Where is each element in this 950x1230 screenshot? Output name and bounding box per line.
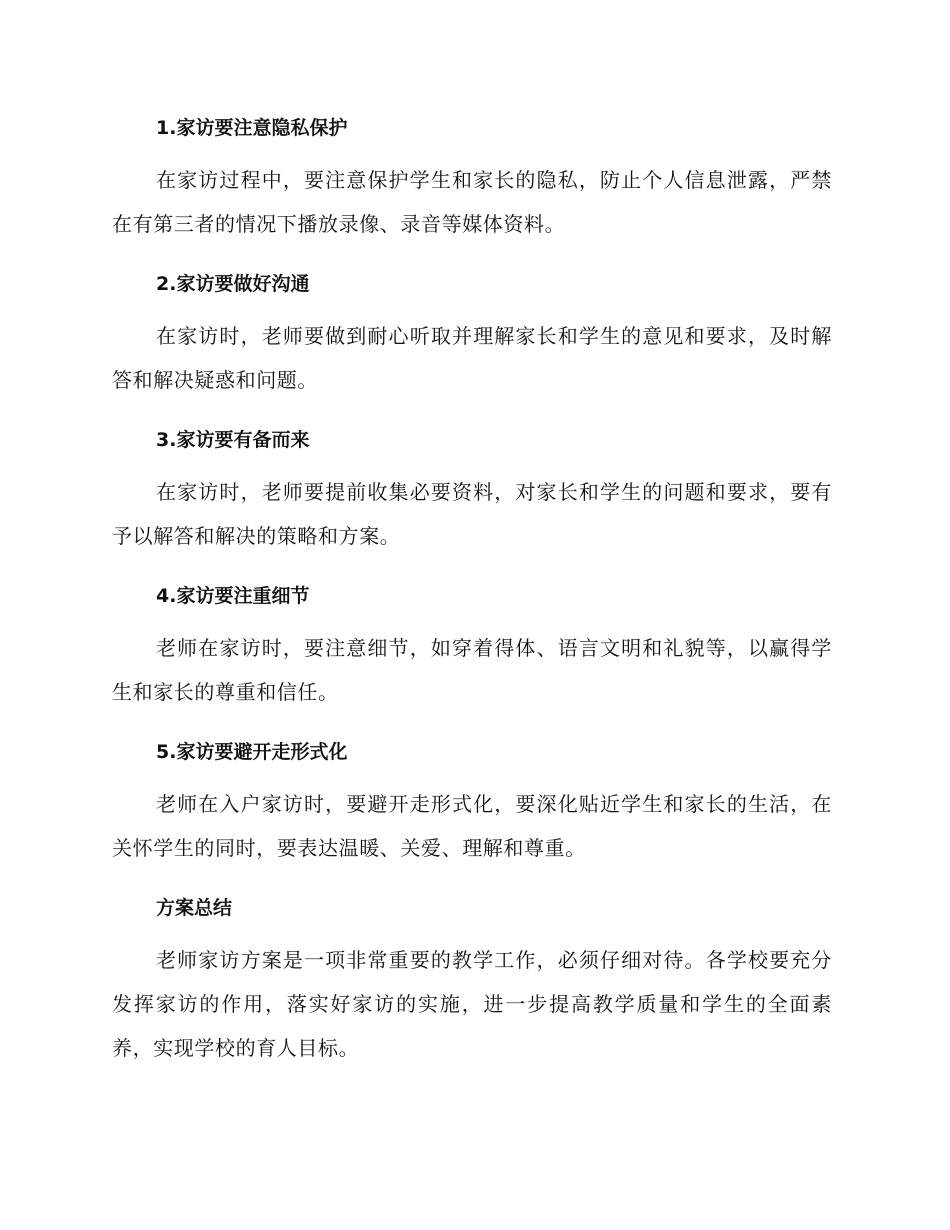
- section-heading-details: 4.家访要注重细节: [156, 585, 310, 607]
- section-heading-communication: 2.家访要做好沟通: [156, 273, 310, 295]
- section-heading-formalism: 5.家访要避开走形式化: [156, 741, 348, 763]
- section-paragraph-details: 老师在家访时，要注意细节，如穿着得体、语言文明和礼貌等，以赢得学生和家长的尊重和信任。: [112, 636, 832, 704]
- document-body: [112, 108, 832, 1088]
- section-paragraph-summary: 老师家访方案是一项非常重要的教学工作，必须仔细对待。各学校要充分发挥家访的作用，落实好家访的实施，进一步提高教学质量和学生的全面素养，实现学校的育人目标。: [112, 948, 832, 1060]
- section-paragraph-preparation: 在家访时，老师要提前收集必要资料，对家长和学生的问题和要求，要有予以解答和解决的策略和方案。: [112, 480, 832, 548]
- section-heading-summary: 方案总结: [156, 897, 233, 919]
- section-paragraph-formalism: 老师在入户家访时，要避开走形式化，要深化贴近学生和家长的生活，在关怀学生的同时，要表达温暖、关爱、理解和尊重。: [112, 792, 832, 860]
- section-paragraph-communication: 在家访时，老师要做到耐心听取并理解家长和学生的意见和要求，及时解答和解决疑惑和问题。: [112, 324, 832, 392]
- section-heading-preparation: 3.家访要有备而来: [156, 429, 310, 451]
- section-paragraph-privacy: 在家访过程中，要注意保护学生和家长的隐私，防止个人信息泄露，严禁在有第三者的情况下播放录像、录音等媒体资料。: [112, 168, 832, 236]
- section-heading-privacy: 1.家访要注意隐私保护: [156, 117, 348, 139]
